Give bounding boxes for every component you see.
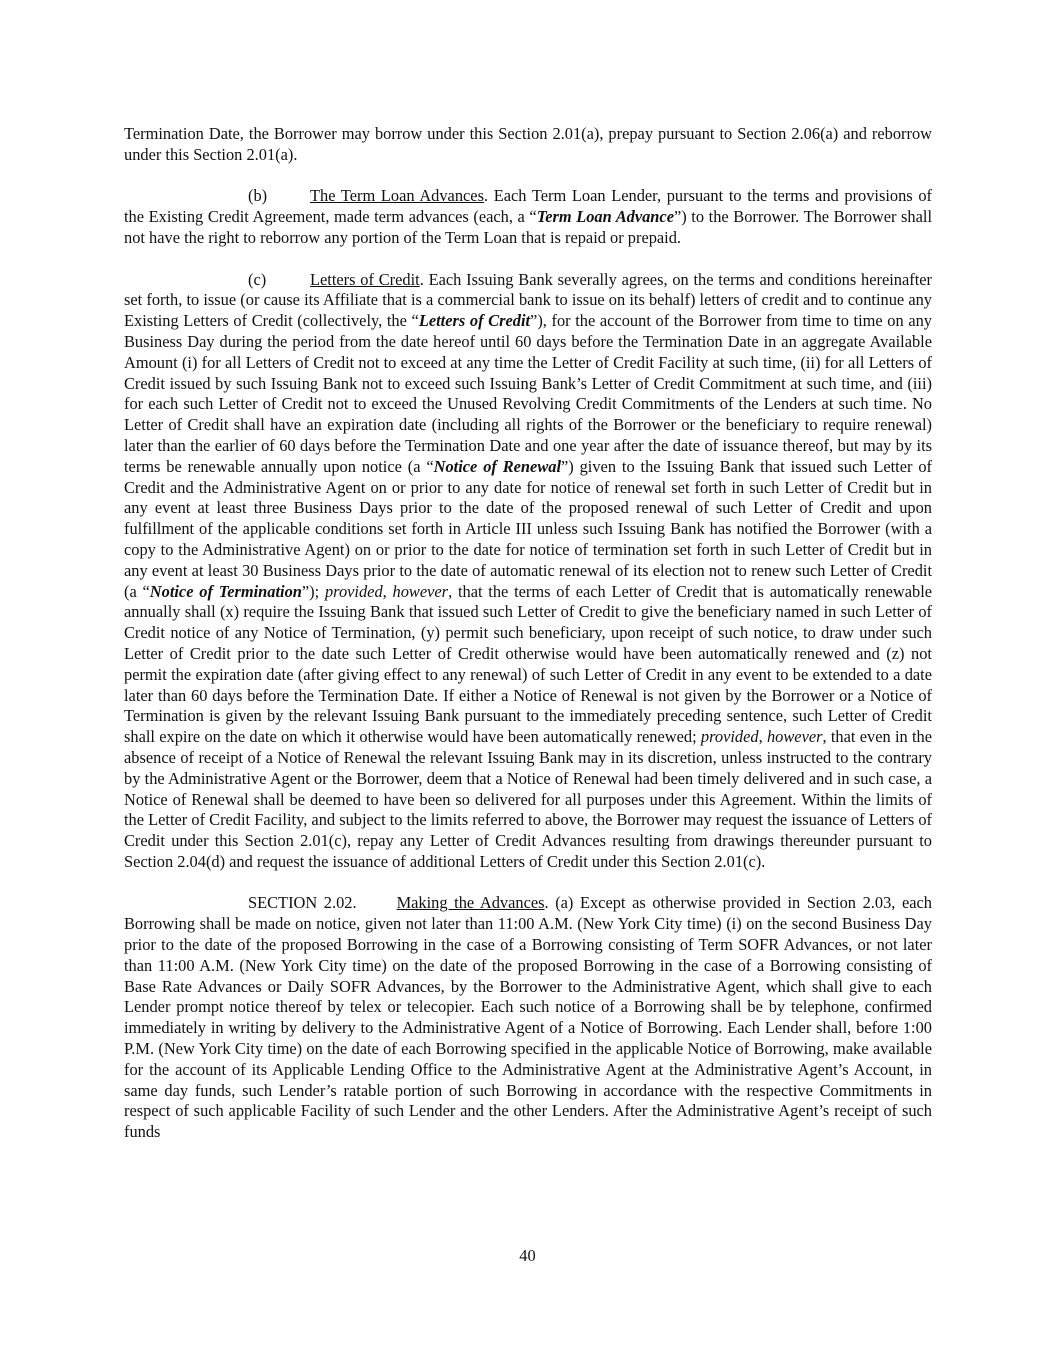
- italic-term: however: [766, 727, 823, 747]
- paragraph-text: ,: [382, 581, 393, 601]
- italic-term: however: [392, 581, 449, 601]
- clause-label: (c): [248, 269, 267, 289]
- paragraph-text: ”), for the account of the Borrower from time to time on any Business Day during the period from the date hereof until 60 days before the Termination Date in an aggregate Available Amount (i) for all Letters of Credit not to exceed at any time the Letter of Credit Facility at such time, (ii) for all Letters of Credit issued by such Issuing Bank not to exceed such Issuing Bank’s Letter of Credit Commitment at such time, and (iii) for each such Letter of Credit not to exceed the Unused Revolving Credit Commitments of the Lenders at such time. No Letter of Credit shall have an expiration date (including all rights of the Borrower or the beneficiary to require renewal) later than the earlier of 60 days before the Termination Date and one year after the date of issuance thereof, but may by its terms be renewable annually upon notice (a “: [124, 311, 932, 476]
- paragraph-text: , that even in the absence of receipt of a Notice of Renewal the relevant Issuing Bank may in its discretion, unless instructed to the contrary by the Administrative Agent or the Borrower, deem that a Notice of Renewal had been timely delivered and in such case, a Notice of Renewal shall be deemed to have been so delivered for all purposes under this Agreement. Within the limits of the Letter of Credit Facility, and subject to the limits referred to above, the Borrower may request the issuance of Letters of Credit under this Section 2.01(c), repay any Letter of Credit Advances resulting from drawings thereunder pursuant to Section 2.04(d) and request the issuance of additional Letters of Credit under this Section 2.01(c).: [124, 727, 933, 871]
- paragraph-section-2-02: [124, 893, 932, 1143]
- paragraph-text: Termination Date, the Borrower may borrow under this Section 2.01(a), prepay pursuant to Section 2.06(a) and reborrow under this Section 2.01(a).: [124, 124, 932, 164]
- italic-term: provided: [324, 581, 383, 601]
- paragraph-section-2-01a-continuation: [124, 124, 932, 166]
- paragraph-text: . (a) Except as otherwise provided in Section 2.03, each Borrowing shall be made on notice, given not later than 11:00 A.M. (New York City time) (i) on the second Business Day prior to the date of the proposed Borrowing in the case of a Borrowing consisting of Term SOFR Advances, or not later than 11:00 A.M. (New York City time) on the date of the proposed Borrowing in the case of a Borrowing consisting of Base Rate Advances or Daily SOFR Advances, by the Borrower to the Administrative Agent, which shall give to each Lender prompt notice thereof by telex or telecopier. Each such notice of a Borrowing shall be by telephone, confirmed immediately in writing by delivery to the Administrative Agent of a Notice of Borrowing. Each Lender shall, before 1:00 P.M. (New York City time) on the date of each Borrowing specified in the applicable Notice of Borrowing, make available for the account of its Applicable Lending Office to the Administrative Agent at the Administrative Agent’s Account, in same day funds, such Lender’s ratable portion of such Borrowing in accordance with the respective Commitments in respect of such applicable Facility of such Lender and the other Lenders. After the Administrative Agent’s receipt of such funds: [124, 893, 932, 1142]
- page-number: 40: [519, 1246, 536, 1265]
- defined-term: Letters of Credit: [418, 311, 531, 331]
- paragraph-text: ”) given to the Issuing Bank that issued such Letter of Credit and the Administrative Agent on or prior to any date for notice of renewal set forth in such Letter of Credit but in any event at least three Business Days prior to the date of the proposed renewal of such Letter of Credit and upon fulfillment of the applicable conditions set forth in Article III unless such Issuing Bank has notified the Borrower (with a copy to the Administrative Agent) on or prior to the date for notice of termination set forth in such Letter of Credit but in any event at least 30 Business Days prior to the date of automatic renewal of its election not to renew such Letter of Credit (a “: [124, 456, 932, 601]
- paragraph-text: . Each Issuing Bank severally agrees, on the terms and conditions hereinafter set forth, to issue (or cause its Affiliate that is a commercial bank to issue on its behalf) letters of credit and to continue any Existing Letters of Credit (collectively, the “: [124, 269, 932, 331]
- paragraph-text: . Each Term Loan Lender, pursuant to the terms and provisions of the Existing Credit Agreement, made term advances (each, a “: [124, 186, 933, 227]
- defined-term: Notice of Renewal: [433, 456, 561, 476]
- clause-label: (b): [248, 186, 268, 206]
- defined-term: Notice of Termination: [149, 581, 302, 601]
- italic-term: provided: [700, 727, 759, 747]
- paragraph-text: , that the terms of each Letter of Credit that is automatically renewable annually shall (x) require the Issuing Bank that issued such Letter of Credit to give the beneficiary named in such Letter of Credit notice of any Notice of Termination, (y) permit such beneficiary, upon receipt of such notice, to draw under such Letter of Credit prior to the date such Letter of Credit otherwise would have been automatically renewed and (z) not permit the expiration date (after giving effect to any renewal) of such Letter of Credit in any event to be extended to a date later than 60 days before the Termination Date. If either a Notice of Renewal is not given by the Borrower or a Notice of Termination is given by the relevant Issuing Bank pursuant to the immediately preceding sentence, such Letter of Credit shall expire on the date on which it otherwise would have been automatically renewed;: [124, 581, 933, 747]
- paragraph-text: ”) to the Borrower. The Borrower shall not have the right to reborrow any portion of the Term Loan that is repaid or prepaid.: [124, 207, 933, 247]
- paragraph-text: ,: [758, 727, 767, 747]
- paragraph-section-2-01c: [124, 270, 932, 873]
- section-heading: Making the Advances: [396, 893, 545, 913]
- clause-heading: Letters of Credit: [310, 269, 420, 289]
- paragraph-text: ”);: [301, 581, 325, 601]
- section-number: SECTION 2.02.: [248, 893, 357, 913]
- clause-heading: The Term Loan Advances: [310, 186, 484, 206]
- defined-term: Term Loan Advance: [536, 207, 674, 227]
- document-page: [124, 124, 932, 1164]
- paragraph-section-2-01b: [124, 186, 932, 248]
